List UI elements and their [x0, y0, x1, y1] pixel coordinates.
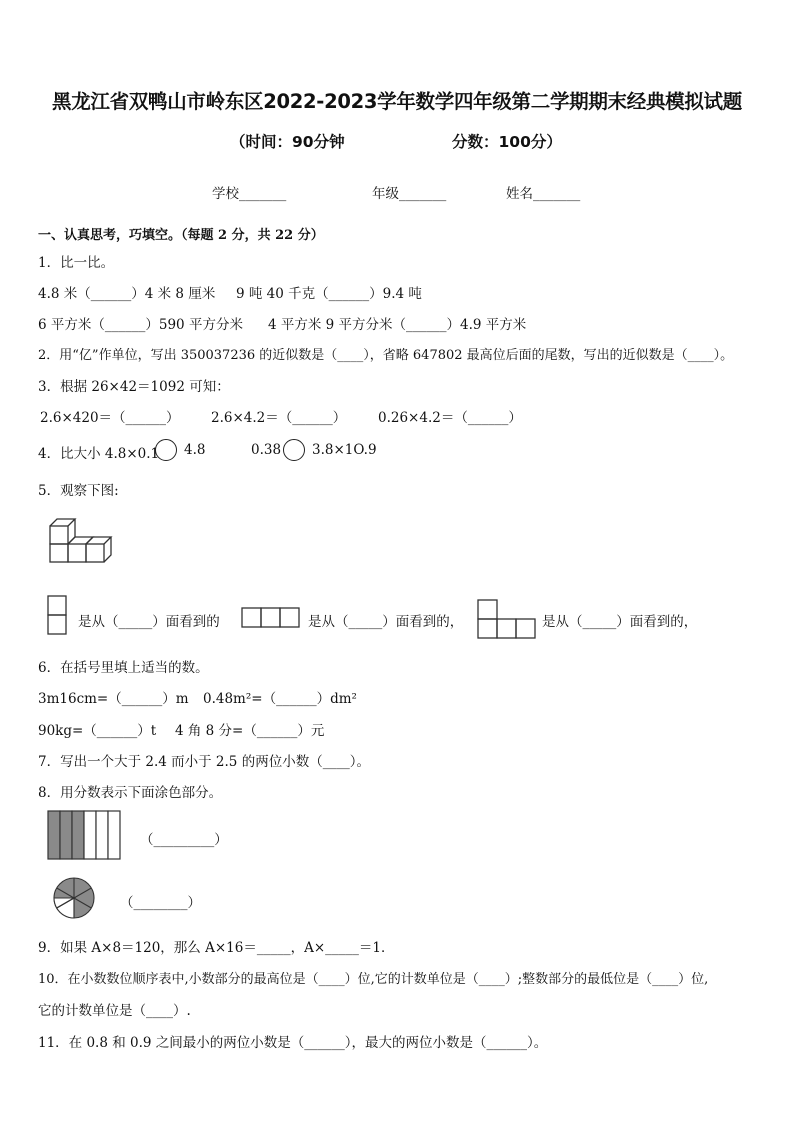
q6-b2: 4 角 8 分=（______）元	[175, 723, 325, 739]
q5-view-3-text: 是从（_____）面看到的，	[542, 614, 698, 630]
q1-item-b: 9 吨 40 千克（______）9.4 吨	[236, 286, 422, 302]
q6-stem: 6．在括号里填上适当的数。	[38, 660, 209, 676]
cube-solid-figure	[44, 512, 116, 568]
q1-item-c: 6 平方米（______）590 平方分米	[38, 317, 243, 333]
q6-a2: 0.48m²=（______）dm²	[203, 691, 357, 707]
compare-circle-2[interactable]	[283, 439, 305, 461]
q3-a: 2.6×420＝（______）	[40, 410, 180, 426]
exam-time: （时间：90分钟	[230, 133, 345, 151]
q3-stem: 3．根据 26×42＝1092 可知：	[38, 379, 230, 395]
grade-field[interactable]: 年级_______	[372, 186, 447, 202]
q6-b1: 90kg=（______）t	[38, 723, 157, 739]
q4-right-expr: 3.8×1O.9	[312, 442, 377, 458]
q1-stem: 1．比一比。	[38, 255, 115, 271]
q5-stem: 5．观察下图:	[38, 483, 119, 499]
q1-item-a: 4.8 米（______）4 米 8 厘米	[38, 286, 216, 302]
q1-item-d: 4 平方米 9 平方分米（______）4.9 平方米	[268, 317, 527, 333]
q5-view-1-text: 是从（_____）面看到的	[78, 614, 220, 630]
school-field[interactable]: 学校_______	[212, 186, 287, 202]
shaded-rectangle-figure	[46, 809, 126, 861]
name-field[interactable]: 姓名_______	[506, 186, 581, 202]
view-l-shape	[476, 598, 538, 640]
q6-a1: 3m16cm=（______）m	[38, 691, 189, 707]
q8-answer-b[interactable]: （________）	[120, 895, 201, 911]
section-heading: 一、认真思考，巧填空。（每题 2 分，共 22 分）	[38, 228, 324, 243]
q8-answer-a[interactable]: （_________）	[140, 832, 228, 848]
q4-right-value: 0.38	[251, 442, 282, 458]
compare-circle-1[interactable]	[155, 439, 177, 461]
view-two-vertical-squares	[46, 594, 70, 638]
q5-view-2-text: 是从（_____）面看到的，	[308, 614, 464, 630]
q4-left-value: 4.8	[184, 442, 206, 458]
q8-stem: 8．用分数表示下面涂色部分。	[38, 785, 223, 801]
q3-b: 2.6×4.2＝（______）	[211, 410, 347, 426]
view-three-horizontal-squares	[240, 606, 302, 630]
q3-c: 0.26×4.2＝（______）	[378, 410, 522, 426]
exam-score: 分数：100分）	[452, 133, 562, 151]
q4-left-expr: 4．比大小 4.8×0.1	[38, 446, 160, 462]
q2-text: 2．用“亿”作单位，写出 350037236 的近似数是（____），省略 647802 最高位后面的尾数，写出的近似数是（____）。	[38, 348, 734, 363]
shaded-circle-figure	[52, 876, 98, 922]
page-title: 黑龙江省双鸭山市岭东区2022-2023学年数学四年级第二学期期末经典模拟试题	[52, 90, 742, 113]
q7-text: 7．写出一个大于 2.4 而小于 2.5 的两位小数（____）。	[38, 754, 370, 770]
q9-text: 9．如果 A×8＝120，那么 A×16＝_____，A×_____＝1．	[38, 940, 395, 956]
q11-text: 11．在 0.8 和 0.9 之间最小的两位小数是（______），最大的两位小数是（______）。	[38, 1035, 548, 1051]
q10-line-1: 10．在小数数位顺序表中,小数部分的最高位是（____）位,它的计数单位是（____）;整数部分的最低位是（____）位,	[38, 972, 709, 987]
q10-line-2: 它的计数单位是（____）.	[38, 1003, 191, 1019]
